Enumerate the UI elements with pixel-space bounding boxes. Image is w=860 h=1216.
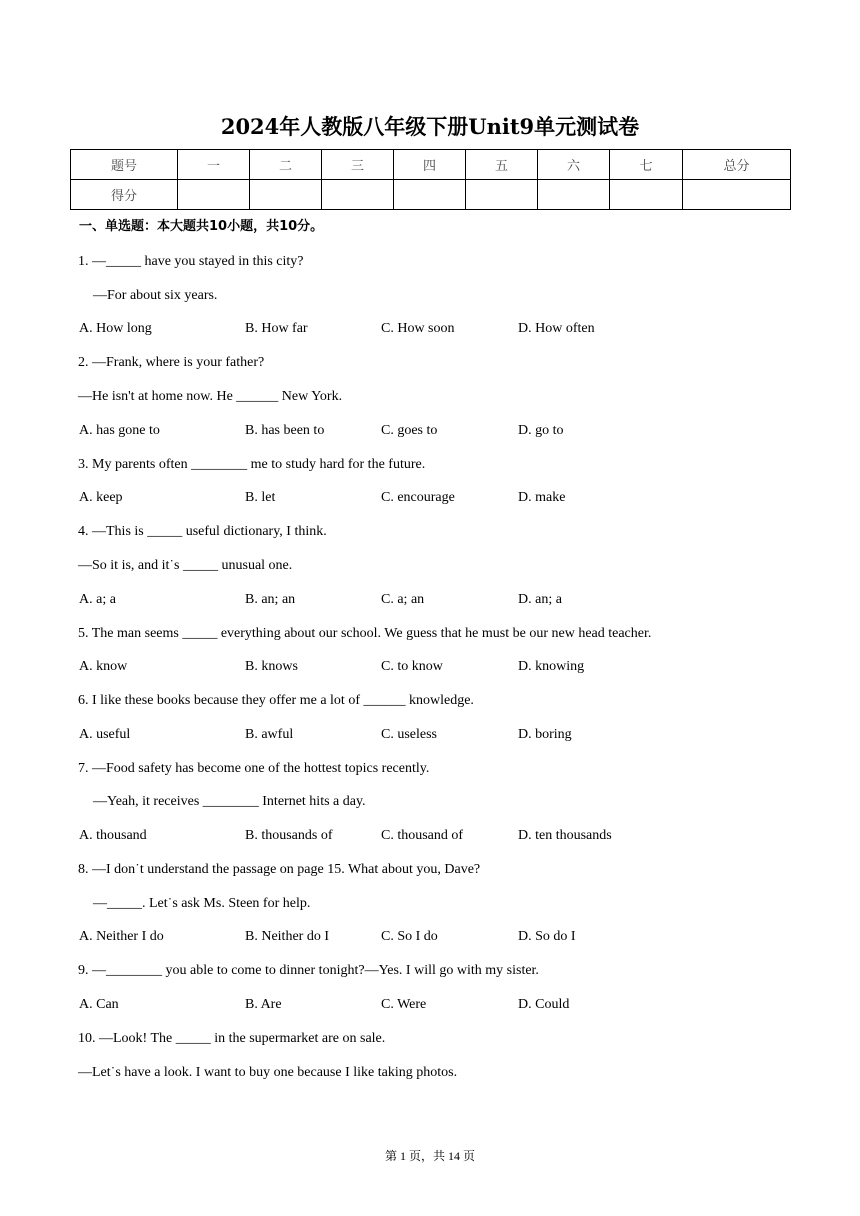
score-table-score-row <box>71 180 791 210</box>
question-7-option-d: D. ten thousands <box>518 828 612 843</box>
question-3-option-c: C. encourage <box>381 490 455 505</box>
question-2-option-b: B. has been to <box>245 423 325 438</box>
question-5-stem: 5. The man seems _____ everything about our school. We guess that he must be our new head teacher. <box>78 626 652 641</box>
question-1-option-d: D. How often <box>518 321 595 336</box>
question-6-option-b: B. awful <box>245 727 294 742</box>
score-cell <box>178 180 250 210</box>
question-4-option-b: B. an; an <box>245 592 296 607</box>
score-cell <box>394 180 466 210</box>
question-8-option-d: D. So do I <box>518 929 576 944</box>
question-2-option-d: D. go to <box>518 423 564 438</box>
question-3-option-d: D. make <box>518 490 566 505</box>
score-header-cell: 六 <box>538 150 610 180</box>
question-1-reply: —For about six years. <box>93 288 218 303</box>
question-2-reply: —He isn't at home now. He ______ New York. <box>78 389 343 404</box>
question-5-option-c: C. to know <box>381 659 443 674</box>
question-8-stem: 8. —I don˙t understand the passage on page 15. What about you, Dave? <box>78 862 481 877</box>
score-cell <box>610 180 683 210</box>
question-10-stem: 10. —Look! The _____ in the supermarket are on sale. <box>78 1031 386 1046</box>
question-6-option-d: D. boring <box>518 727 572 742</box>
question-9-option-c: C. Were <box>381 997 427 1012</box>
question-9-stem: 9. —________ you able to come to dinner tonight?—Yes. I will go with my sister. <box>78 963 539 978</box>
question-9-option-b: B. Are <box>245 997 282 1012</box>
question-7-option-c: C. thousand of <box>381 828 464 843</box>
question-8-option-c: C. So I do <box>381 929 438 944</box>
score-cell <box>683 180 791 210</box>
question-2-stem: 2. —Frank, where is your father? <box>78 355 265 370</box>
question-5-option-b: B. knows <box>245 659 298 674</box>
page-footer: 第 1 页，共 14 页 <box>384 1149 475 1163</box>
score-table <box>70 149 791 210</box>
score-header-cell: 四 <box>394 150 466 180</box>
question-8-reply: —_____. Let˙s ask Ms. Steen for help. <box>93 896 311 911</box>
question-3-stem: 3. My parents often ________ me to study hard for the future. <box>78 457 426 472</box>
page-title: 2024年人教版八年级下册Unit9单元测试卷 <box>220 114 640 139</box>
score-row-label: 得分 <box>71 180 178 210</box>
score-header-cell: 五 <box>466 150 538 180</box>
score-cell <box>322 180 394 210</box>
score-cell <box>538 180 610 210</box>
question-4-option-d: D. an; a <box>518 592 562 607</box>
question-5-option-a: A. know <box>79 659 128 674</box>
question-9-option-d: D. Could <box>518 997 570 1012</box>
question-2-option-c: C. goes to <box>381 423 438 438</box>
question-7-reply: —Yeah, it receives ________ Internet hits a day. <box>93 794 366 809</box>
question-4-option-c: C. a; an <box>381 592 425 607</box>
question-6-option-a: A. useful <box>79 727 131 742</box>
question-5-option-d: D. knowing <box>518 659 585 674</box>
score-header-cell: 二 <box>250 150 322 180</box>
score-cell <box>466 180 538 210</box>
question-3-option-b: B. let <box>245 490 276 505</box>
question-8-option-b: B. Neither do I <box>245 929 329 944</box>
question-1-stem: 1. —_____ have you stayed in this city? <box>78 254 304 269</box>
question-10-reply: —Let˙s have a look. I want to buy one because I like taking photos. <box>78 1065 458 1080</box>
question-7-option-a: A. thousand <box>79 828 147 843</box>
question-3-option-a: A. keep <box>79 490 123 505</box>
question-1-option-c: C. How soon <box>381 321 455 336</box>
score-table-header-row <box>71 150 791 180</box>
section-heading: 一、单选题：本大题共10小题，共10分。 <box>79 219 324 234</box>
question-8-option-a: A. Neither I do <box>79 929 164 944</box>
question-1-option-a: A. How long <box>79 321 152 336</box>
question-4-stem: 4. —This is _____ useful dictionary, I think. <box>78 524 327 539</box>
score-header-cell: 总分 <box>683 150 791 180</box>
question-4-option-a: A. a; a <box>79 592 116 607</box>
score-header-cell: 题号 <box>71 150 178 180</box>
score-cell <box>250 180 322 210</box>
question-1-option-b: B. How far <box>245 321 308 336</box>
question-6-option-c: C. useless <box>381 727 437 742</box>
question-9-option-a: A. Can <box>79 997 119 1012</box>
question-7-option-b: B. thousands of <box>245 828 333 843</box>
question-6-stem: 6. I like these books because they offer me a lot of ______ knowledge. <box>78 693 474 708</box>
score-header-cell: 一 <box>178 150 250 180</box>
question-2-option-a: A. has gone to <box>79 423 160 438</box>
score-header-cell: 七 <box>610 150 683 180</box>
question-7-stem: 7. —Food safety has become one of the hottest topics recently. <box>78 761 430 776</box>
score-header-cell: 三 <box>322 150 394 180</box>
question-4-reply: —So it is, and it˙s _____ unusual one. <box>78 558 293 573</box>
